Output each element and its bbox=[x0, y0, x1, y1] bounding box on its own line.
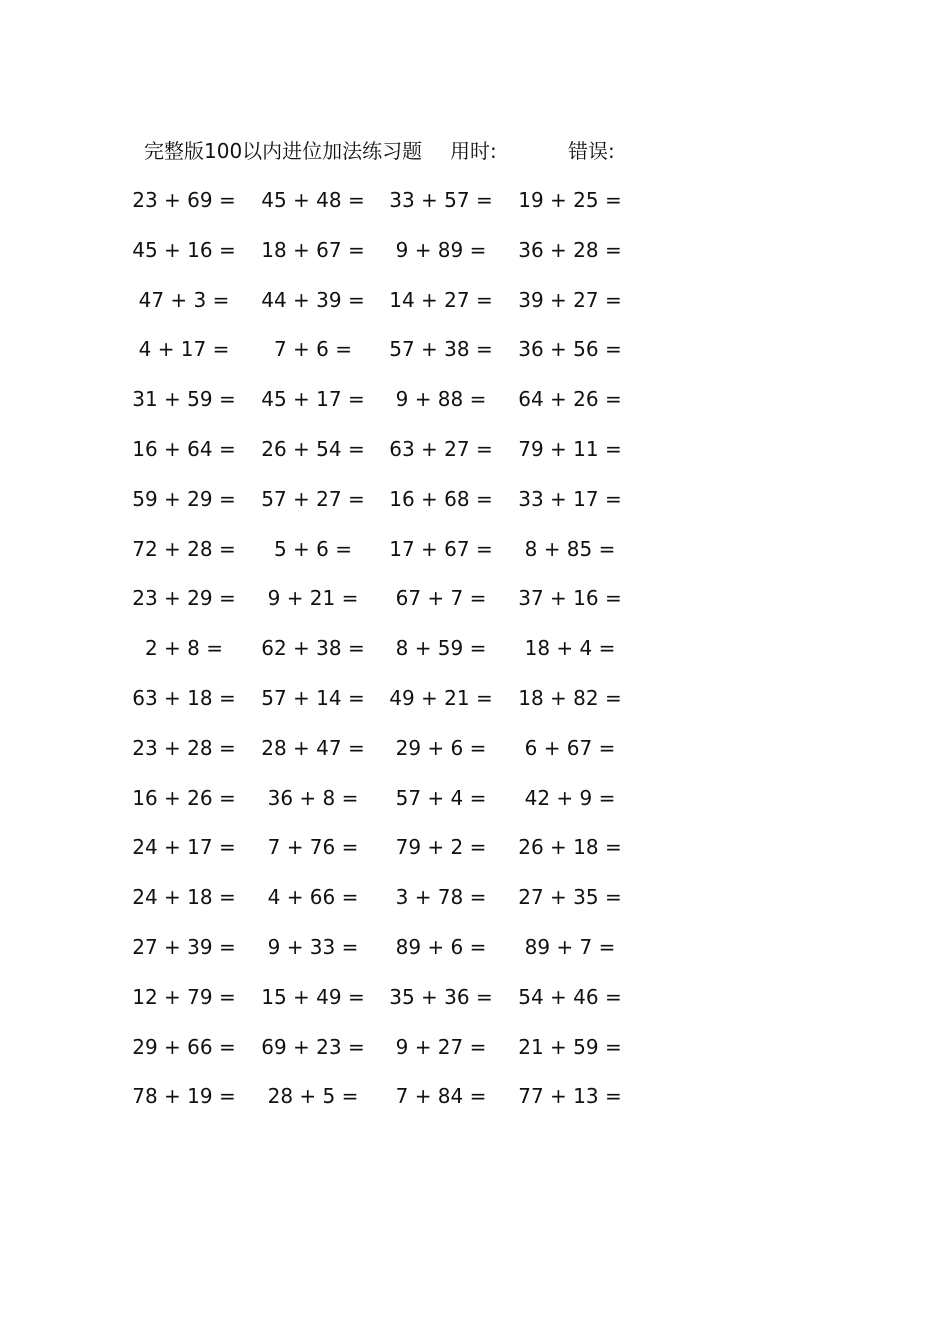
addition-problem: 7 + 6 = bbox=[273, 337, 353, 362]
problem-row bbox=[0, 784, 950, 834]
addition-problem: 45 + 48 = bbox=[261, 188, 365, 212]
addition-problem: 17 + 67 = bbox=[389, 536, 493, 561]
addition-problem: 29 + 6 = bbox=[395, 735, 487, 760]
addition-problem: 7 + 84 = bbox=[395, 1084, 487, 1109]
addition-problem: 15 + 49 = bbox=[261, 984, 365, 1009]
problem-row bbox=[0, 634, 950, 684]
addition-problem: 9 + 88 = bbox=[395, 387, 487, 412]
addition-problem: 18 + 4 = bbox=[524, 636, 616, 661]
addition-problem: 35 + 36 = bbox=[389, 984, 493, 1009]
addition-problem: 36 + 28 = bbox=[518, 237, 622, 262]
addition-problem: 69 + 23 = bbox=[261, 1034, 365, 1059]
addition-problem: 14 + 27 = bbox=[389, 287, 493, 312]
addition-problem: 28 + 47 = bbox=[261, 735, 365, 760]
worksheet-title: 完整版100以内进位加法练习题 bbox=[144, 139, 423, 163]
addition-problem: 4 + 66 = bbox=[267, 885, 359, 910]
addition-problem: 89 + 6 = bbox=[395, 934, 487, 959]
addition-problem: 63 + 18 = bbox=[132, 685, 236, 710]
addition-problem: 79 + 11 = bbox=[518, 436, 622, 461]
addition-problem: 45 + 17 = bbox=[261, 387, 365, 412]
addition-problem: 8 + 59 = bbox=[395, 636, 487, 661]
problem-row bbox=[0, 833, 950, 883]
addition-problem: 31 + 59 = bbox=[132, 387, 236, 412]
addition-problem: 45 + 16 = bbox=[132, 237, 236, 262]
addition-problem: 27 + 39 = bbox=[132, 934, 236, 959]
addition-problem: 79 + 2 = bbox=[395, 835, 487, 860]
addition-problem: 9 + 21 = bbox=[267, 586, 359, 611]
addition-problem: 67 + 7 = bbox=[395, 586, 487, 611]
addition-problem: 54 + 46 = bbox=[518, 984, 622, 1009]
addition-problem: 59 + 29 = bbox=[132, 486, 236, 511]
worksheet-header bbox=[0, 137, 950, 165]
problem-row bbox=[0, 584, 950, 634]
addition-problem: 16 + 64 = bbox=[132, 436, 236, 461]
addition-problem: 24 + 17 = bbox=[132, 835, 236, 860]
problem-row bbox=[0, 485, 950, 535]
addition-problem: 21 + 59 = bbox=[518, 1034, 622, 1059]
addition-problem: 16 + 26 = bbox=[132, 785, 236, 810]
addition-problem: 57 + 4 = bbox=[395, 785, 487, 810]
addition-problem: 16 + 68 = bbox=[389, 486, 493, 511]
addition-problem: 18 + 67 = bbox=[261, 237, 365, 262]
problem-row bbox=[0, 335, 950, 385]
errors-label: 错误: bbox=[568, 139, 615, 163]
addition-problem: 57 + 38 = bbox=[389, 337, 493, 362]
addition-problem: 27 + 35 = bbox=[518, 885, 622, 910]
addition-problem: 29 + 66 = bbox=[132, 1034, 236, 1059]
addition-problem: 5 + 6 = bbox=[273, 536, 353, 561]
problem-row bbox=[0, 983, 950, 1033]
addition-problem: 57 + 14 = bbox=[261, 685, 365, 710]
problem-row bbox=[0, 435, 950, 485]
problem-row bbox=[0, 236, 950, 286]
addition-problem: 4 + 17 = bbox=[138, 337, 230, 362]
addition-problem: 49 + 21 = bbox=[389, 685, 493, 710]
addition-problem: 47 + 3 = bbox=[138, 287, 230, 312]
addition-problem: 9 + 89 = bbox=[395, 237, 487, 262]
time-used-label: 用时: bbox=[450, 139, 497, 163]
problem-row bbox=[0, 933, 950, 983]
addition-problem: 24 + 18 = bbox=[132, 885, 236, 910]
addition-problem: 9 + 33 = bbox=[267, 934, 359, 959]
addition-problem: 37 + 16 = bbox=[518, 586, 622, 611]
addition-problem: 26 + 54 = bbox=[261, 436, 365, 461]
addition-problem: 44 + 39 = bbox=[261, 287, 365, 312]
addition-problem: 26 + 18 = bbox=[518, 835, 622, 860]
problem-row bbox=[0, 286, 950, 336]
problem-row bbox=[0, 883, 950, 933]
addition-problem: 8 + 85 = bbox=[524, 536, 616, 561]
addition-problem: 39 + 27 = bbox=[518, 287, 622, 312]
addition-problem: 42 + 9 = bbox=[524, 785, 616, 810]
problem-row bbox=[0, 734, 950, 784]
addition-problem: 23 + 29 = bbox=[132, 586, 236, 611]
addition-problem: 36 + 56 = bbox=[518, 337, 622, 362]
problem-row bbox=[0, 535, 950, 585]
addition-problem: 9 + 27 = bbox=[395, 1034, 487, 1059]
addition-problem: 3 + 78 = bbox=[395, 885, 487, 910]
addition-problem: 57 + 27 = bbox=[261, 486, 365, 511]
addition-problem: 19 + 25 = bbox=[518, 188, 622, 212]
addition-problem: 23 + 28 = bbox=[132, 735, 236, 760]
addition-problem: 63 + 27 = bbox=[389, 436, 493, 461]
problem-grid bbox=[0, 186, 950, 1132]
problem-row bbox=[0, 385, 950, 435]
addition-problem: 36 + 8 = bbox=[267, 785, 359, 810]
addition-problem: 23 + 69 = bbox=[132, 188, 236, 212]
addition-problem: 33 + 57 = bbox=[389, 188, 493, 212]
addition-problem: 78 + 19 = bbox=[132, 1084, 236, 1109]
addition-problem: 89 + 7 = bbox=[524, 934, 616, 959]
addition-problem: 7 + 76 = bbox=[267, 835, 359, 860]
addition-problem: 12 + 79 = bbox=[132, 984, 236, 1009]
addition-problem: 28 + 5 = bbox=[267, 1084, 359, 1109]
addition-problem: 18 + 82 = bbox=[518, 685, 622, 710]
addition-problem: 72 + 28 = bbox=[132, 536, 236, 561]
addition-problem: 77 + 13 = bbox=[518, 1084, 622, 1109]
addition-problem: 64 + 26 = bbox=[518, 387, 622, 412]
addition-problem: 2 + 8 = bbox=[144, 636, 224, 661]
problem-row bbox=[0, 684, 950, 734]
problem-row bbox=[0, 186, 950, 236]
problem-row bbox=[0, 1033, 950, 1083]
addition-problem: 33 + 17 = bbox=[518, 486, 622, 511]
addition-problem: 62 + 38 = bbox=[261, 636, 365, 661]
problem-row bbox=[0, 1082, 950, 1132]
addition-problem: 6 + 67 = bbox=[524, 735, 616, 760]
